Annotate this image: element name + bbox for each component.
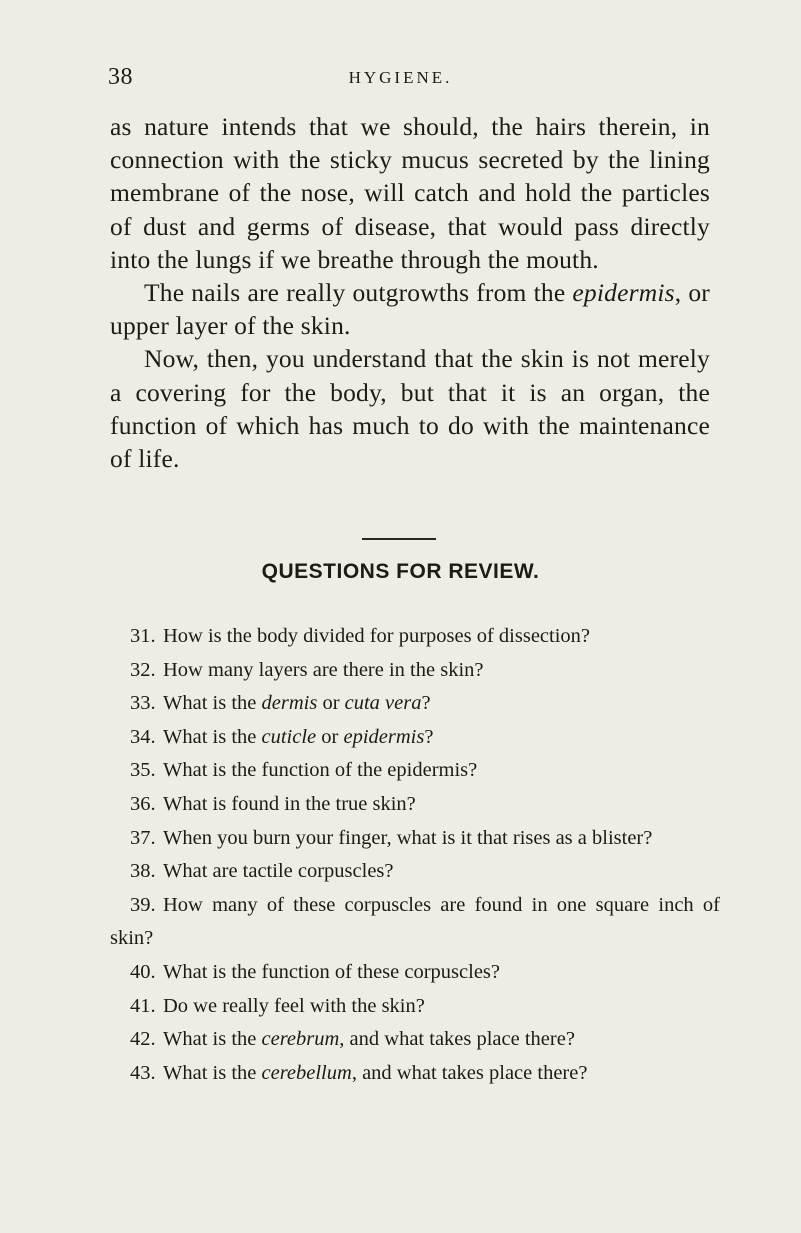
page-number: 38 [108, 64, 133, 90]
question-32 [110, 654, 720, 688]
question-text-end: , and what takes place there? [351, 1061, 588, 1084]
question-text: What is the function of these corpuscles? [163, 960, 500, 983]
question-number: 38. [130, 860, 156, 883]
question-term: epidermis [343, 725, 425, 748]
paragraph-2-start: The nails are really outgrowths from the [144, 278, 573, 308]
question-text-end: ? [421, 692, 431, 715]
question-number: 34. [130, 725, 156, 748]
question-text: When you burn your finger, what is it that rises as a blister? [163, 826, 653, 849]
question-text-start: What is the [163, 1028, 262, 1051]
question-text: How is the body divided for purposes of dissection? [163, 625, 591, 647]
question-term: cuta vera [344, 692, 422, 715]
question-35 [110, 754, 720, 788]
question-41 [110, 990, 720, 1024]
question-36 [110, 788, 720, 822]
body-text [110, 110, 710, 475]
question-text: How many layers are there in the skin? [163, 658, 484, 681]
question-number: 36. [130, 792, 156, 815]
question-number: 43. [130, 1061, 156, 1084]
question-34 [110, 721, 720, 755]
page-header [0, 64, 801, 92]
question-term: cuticle [261, 725, 317, 748]
question-term: dermis [261, 692, 318, 715]
section-divider [362, 538, 436, 540]
question-number: 32. [130, 658, 156, 681]
question-number: 41. [130, 994, 156, 1017]
review-heading: QUESTIONS FOR REVIEW. [261, 560, 540, 583]
paragraph-3: Now, then, you understand that the skin is not merely a covering for the body, but that it is an organ, the function of which has much to do with the maintenance of life. [110, 344, 710, 474]
question-31 [110, 620, 720, 654]
question-39 [110, 889, 720, 956]
question-text: What is the function of the epidermis? [163, 759, 478, 782]
running-title: HYGIENE. [348, 68, 453, 87]
question-text: What are tactile corpuscles? [163, 860, 394, 883]
question-number: 31. [130, 625, 156, 647]
question-33 [110, 687, 720, 721]
question-37 [110, 822, 720, 856]
question-42 [110, 1023, 720, 1057]
paragraph-1: as nature intends that we should, the hairs therein, in connection with the sticky mucus secreted by the lining membrane of the nose, will catch and hold the particles of dust and germs of disease, that would pass directly into the lungs if we breathe through the mouth. [110, 112, 710, 274]
question-text-end: ? [424, 725, 434, 748]
question-40 [110, 956, 720, 990]
question-number: 35. [130, 759, 156, 782]
question-38 [110, 855, 720, 889]
question-text-end: , and what takes place there? [339, 1028, 575, 1051]
question-text: What is found in the true skin? [163, 792, 416, 815]
question-term: cerebrum [261, 1028, 340, 1051]
question-43 [110, 1057, 720, 1091]
question-number: 39. [130, 893, 156, 916]
question-text: Do we really feel with the skin? [163, 994, 425, 1017]
question-text-start: What is the [163, 692, 262, 715]
question-text: How many of these corpuscles are found in one square inch of skin? [110, 893, 720, 950]
question-text-middle: or [317, 692, 345, 715]
question-term: cerebellum [261, 1061, 352, 1084]
paragraph-2 [110, 276, 710, 342]
question-number: 37. [130, 826, 156, 849]
paragraph-2-emphasis: epidermis [572, 278, 675, 308]
question-text-start: What is the [163, 1061, 262, 1084]
review-questions [110, 620, 720, 1090]
question-number: 33. [130, 692, 156, 715]
question-number: 42. [130, 1028, 156, 1051]
question-number: 40. [130, 960, 156, 983]
question-text-start: What is the [163, 725, 262, 748]
paragraph-2-end: , or upper layer of the skin. [110, 278, 711, 341]
question-text-middle: or [316, 725, 344, 748]
